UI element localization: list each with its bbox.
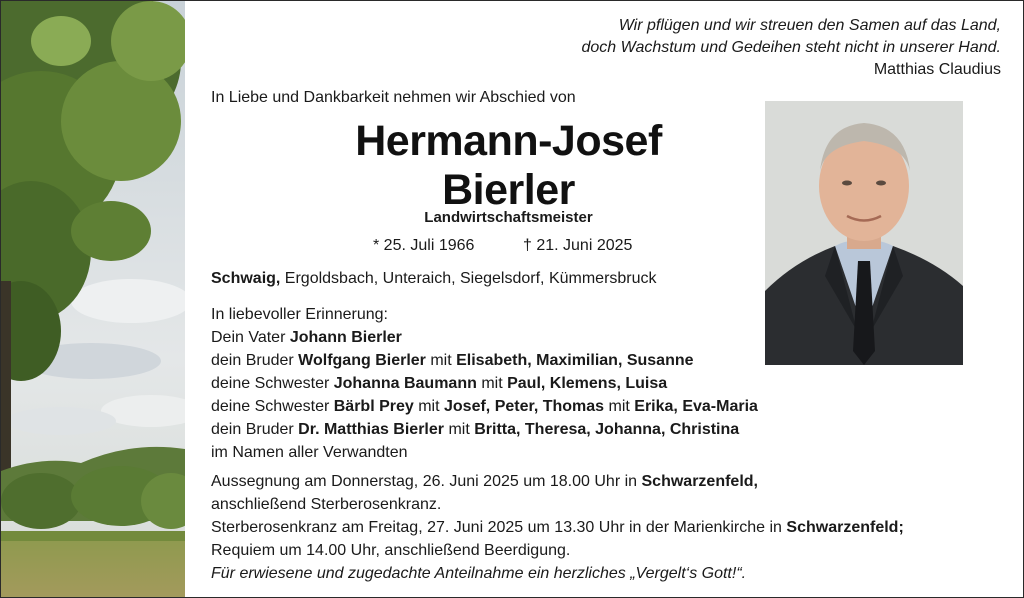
quote-line-2: doch Wachstum und Gedeihen steht nicht in unserer Hand. bbox=[581, 39, 1001, 56]
family-member-name: Johann Bierler bbox=[289, 329, 402, 346]
family-lines bbox=[211, 326, 758, 464]
other-places: Ergoldsbach, Unteraich, Siegelsdorf, Kümmersbruck bbox=[280, 270, 657, 287]
intro-text: In Liebe und Dankbarkeit nehmen wir Abschied von bbox=[211, 89, 576, 106]
family-line bbox=[211, 395, 758, 418]
service-place: Schwarzenfeld; bbox=[786, 519, 904, 536]
family-line bbox=[211, 372, 758, 395]
family-member-name: Bärbl Prey bbox=[333, 398, 414, 415]
family-relation-text: mit bbox=[425, 352, 457, 369]
family-relation-text: dein Bruder bbox=[211, 421, 299, 438]
service-line bbox=[211, 539, 904, 562]
service-line bbox=[211, 516, 904, 539]
quote-line-1: Wir pflügen und wir streuen den Samen auf das Land, bbox=[618, 17, 1001, 34]
family-relation-text: mit bbox=[444, 421, 475, 438]
family-member-name: Josef, Peter, Thomas bbox=[444, 398, 605, 415]
deceased-last-name: Bierler bbox=[442, 166, 575, 214]
quote-block bbox=[581, 15, 1001, 81]
family-member-name: Paul, Klemens, Luisa bbox=[507, 375, 668, 392]
family-relation-text: mit bbox=[413, 398, 444, 415]
family-relation-text: im Namen aller Verwandten bbox=[211, 444, 408, 461]
family-line bbox=[211, 441, 758, 464]
family-relation-text: mit bbox=[604, 398, 635, 415]
service-line bbox=[211, 562, 904, 585]
deceased-title: Landwirtschaftsmeister bbox=[424, 209, 593, 226]
death-date: † 21. Juni 2025 bbox=[523, 237, 633, 254]
birth-date: * 25. Juli 1966 bbox=[373, 237, 475, 254]
service-text: Sterberosenkranz am Freitag, 27. Juni 2025 um 13.30 Uhr in der Marienkirche in bbox=[211, 519, 787, 536]
family-line bbox=[211, 326, 758, 349]
family-list bbox=[211, 303, 758, 464]
deceased-first-name: Hermann-Josef bbox=[355, 117, 662, 165]
family-member-name: Wolfgang Bierler bbox=[298, 352, 426, 369]
service-text: Requiem um 14.00 Uhr, anschließend Beerdigung. bbox=[211, 542, 571, 559]
family-relation-text: Dein Vater bbox=[211, 329, 290, 346]
places-line bbox=[211, 270, 657, 288]
family-member-name: Britta, Theresa, Johanna, Christina bbox=[474, 421, 740, 438]
family-heading: In liebevoller Erinnerung: bbox=[211, 306, 388, 323]
family-member-name: Johanna Baumann bbox=[333, 375, 477, 392]
service-line bbox=[211, 470, 904, 493]
family-relation-text: mit bbox=[476, 375, 508, 392]
family-relation-text: dein Bruder bbox=[211, 352, 299, 369]
landscape-image bbox=[1, 1, 185, 597]
family-relation-text: deine Schwester bbox=[211, 375, 334, 392]
portrait-photo bbox=[765, 101, 963, 365]
family-member-name: Erika, Eva-Maria bbox=[634, 398, 758, 415]
service-place: Schwarzenfeld, bbox=[641, 473, 758, 490]
family-member-name: Dr. Matthias Bierler bbox=[298, 421, 444, 438]
service-details bbox=[211, 470, 904, 585]
family-member-name: Elisabeth, Maximilian, Susanne bbox=[456, 352, 694, 369]
family-relation-text: deine Schwester bbox=[211, 398, 334, 415]
quote-author: Matthias Claudius bbox=[873, 61, 1001, 78]
family-line bbox=[211, 349, 758, 372]
family-line bbox=[211, 418, 758, 441]
home-place: Schwaig, bbox=[211, 270, 281, 287]
service-line bbox=[211, 493, 904, 516]
thanks-text: Für erwiesene und zugedachte Anteilnahme ein herzliches „Vergelt‘s Gott!“. bbox=[211, 565, 747, 582]
service-text: anschließend Sterberosenkranz. bbox=[211, 496, 442, 513]
service-text: Aussegnung am Donnerstag, 26. Juni 2025 um 18.00 Uhr in bbox=[211, 473, 642, 490]
